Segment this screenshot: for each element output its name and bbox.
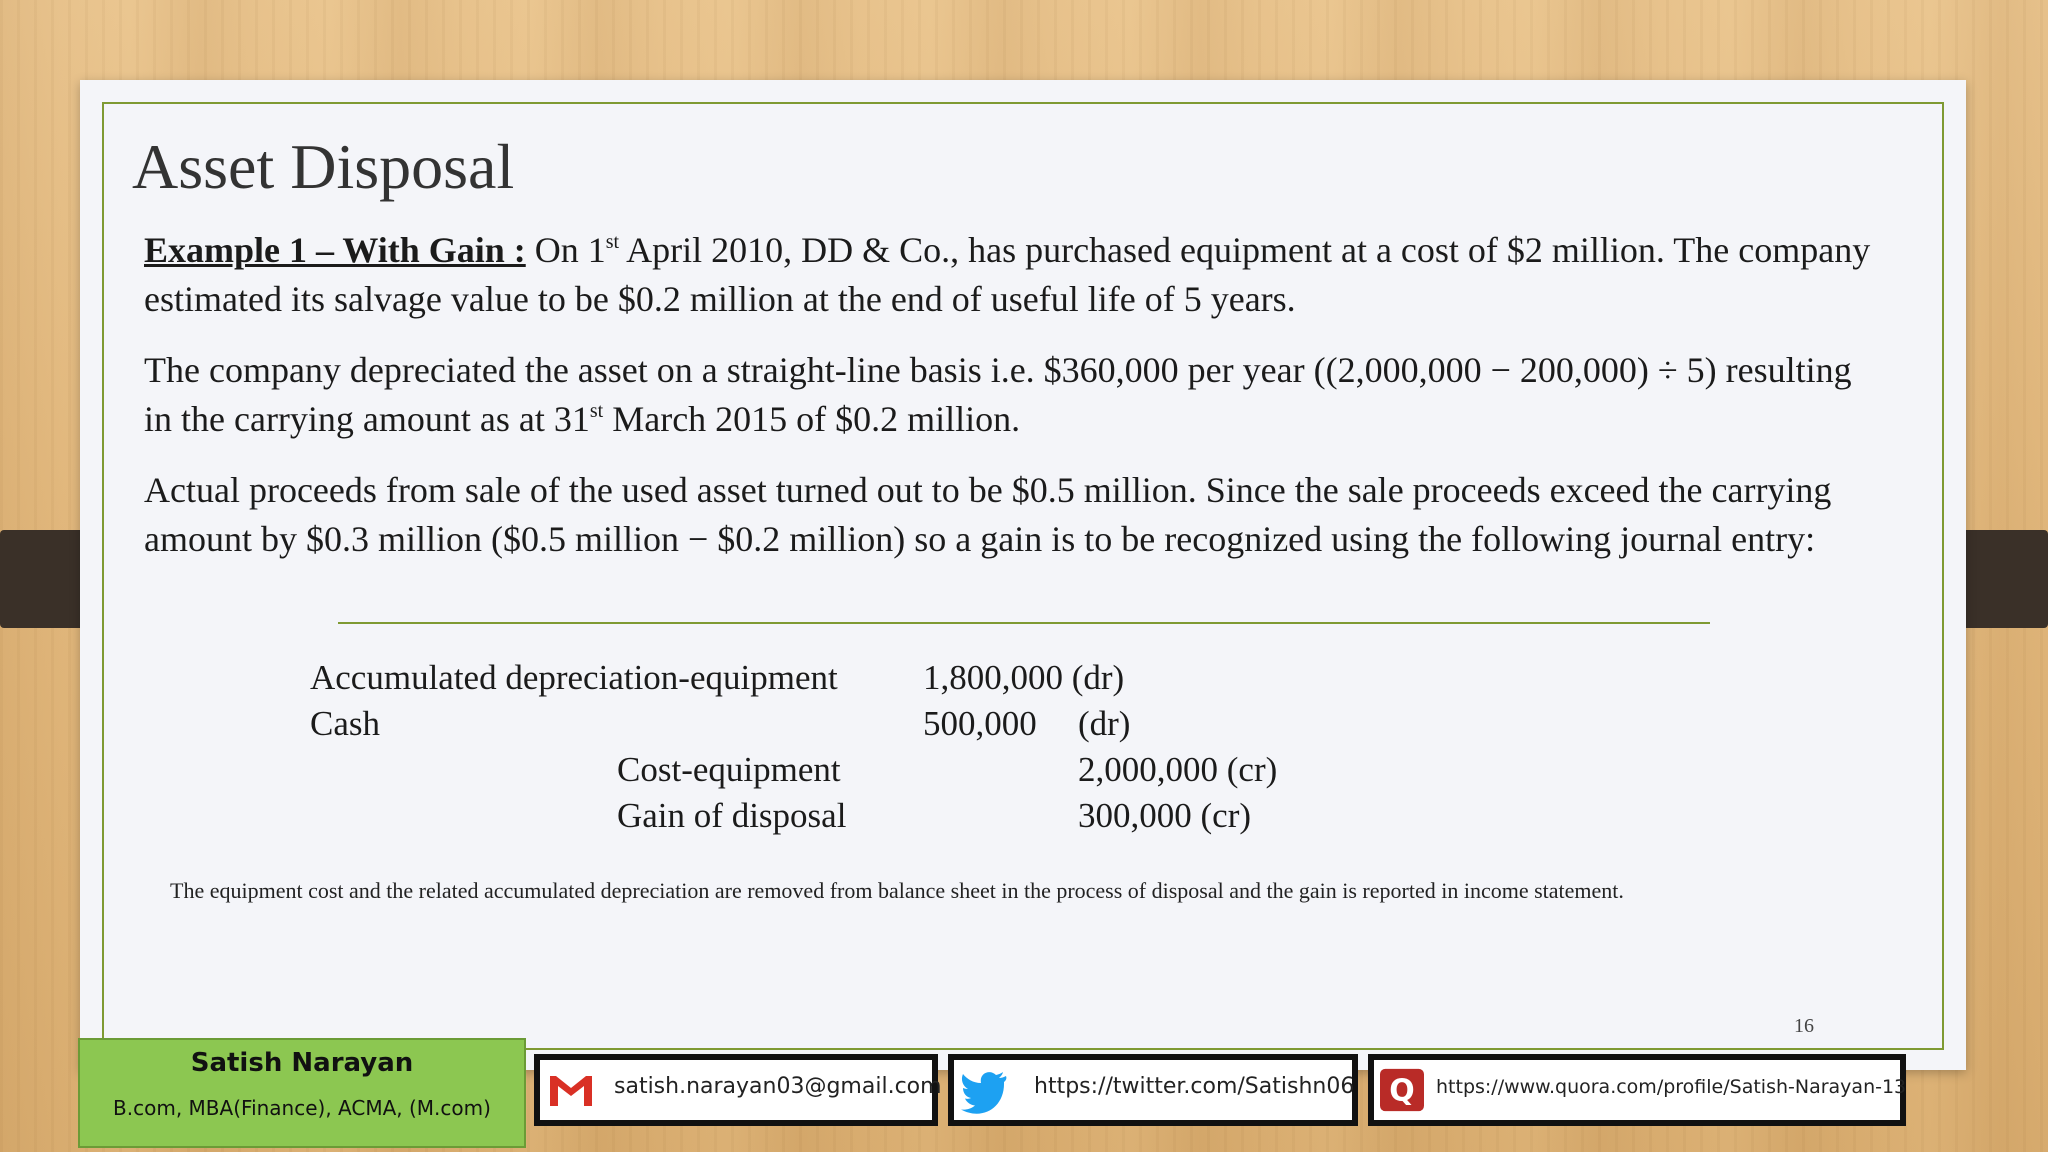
- divider-line: [338, 622, 1710, 624]
- author-name: Satish Narayan: [190, 1048, 414, 1078]
- slide: [80, 80, 1966, 1070]
- journal-amount: 2,000,000 (cr): [1078, 750, 1278, 789]
- p2-superscript: st: [589, 400, 604, 422]
- journal-side: (dr): [1078, 704, 1131, 743]
- gmail-icon: [546, 1066, 596, 1114]
- p2-text-a: The company depreciated the asset on a straight-line basis i.e. $360,000 per year ((2,000,000 − 200,000) ÷ 5) resulting in the carrying amount as at 31: [144, 350, 1852, 439]
- p1-text-b: April 2010, DD & Co., has purchased equipment at a cost of $2 million. The company estimated its salvage value to be $0.2 million at the end of useful life of 5 years.: [144, 230, 1871, 319]
- author-qualifications: B.com, MBA(Finance), ACMA, (M.com): [113, 1096, 491, 1120]
- page-number: 16: [1794, 1015, 1814, 1037]
- paragraph-proceeds: Actual proceeds from sale of the used asset turned out to be $0.5 million. Since the sale proceeds exceed the carrying amount by $0.3 million ($0.5 million − $0.2 million) so a gain is to be recognized using the following journal entry:: [144, 470, 1832, 559]
- example-label: Example 1 – With Gain :: [144, 230, 526, 270]
- journal-account: Cost-equipment: [617, 750, 841, 789]
- p2-text-b: March 2015 of $0.2 million.: [603, 399, 1021, 439]
- author-card: [78, 1038, 526, 1148]
- paragraph-example: [144, 226, 1884, 324]
- journal-account: Cash: [310, 704, 380, 743]
- twitter-icon: [960, 1066, 1010, 1114]
- journal-amount: 300,000 (cr): [1078, 796, 1252, 835]
- twitter-text: https://twitter.com/Satishn06: [1034, 1074, 1355, 1099]
- quora-link[interactable]: [1368, 1054, 1906, 1126]
- quora-text: https://www.quora.com/profile/Satish-Narayan-13: [1436, 1076, 1907, 1098]
- p1-text-a: On 1: [525, 230, 606, 270]
- svg-text:Q: Q: [1389, 1073, 1415, 1109]
- twitter-link[interactable]: [948, 1054, 1358, 1126]
- slide-title: Asset Disposal: [132, 131, 515, 202]
- p1-superscript: st: [605, 231, 620, 253]
- journal-amount: 500,000: [923, 704, 1037, 743]
- email-link[interactable]: [534, 1054, 942, 1126]
- quora-icon: [1380, 1068, 1424, 1112]
- paragraph-depreciation: [144, 346, 1884, 444]
- journal-amount: 1,800,000 (dr): [923, 658, 1125, 697]
- journal-account: Gain of disposal: [617, 796, 847, 835]
- journal-account: Accumulated depreciation-equipment: [310, 658, 838, 697]
- email-text: satish.narayan03@gmail.com: [614, 1074, 942, 1099]
- footnote: The equipment cost and the related accumulated depreciation are removed from balance sheet in the process of disposal and the gain is reported in income statement.: [170, 878, 1624, 903]
